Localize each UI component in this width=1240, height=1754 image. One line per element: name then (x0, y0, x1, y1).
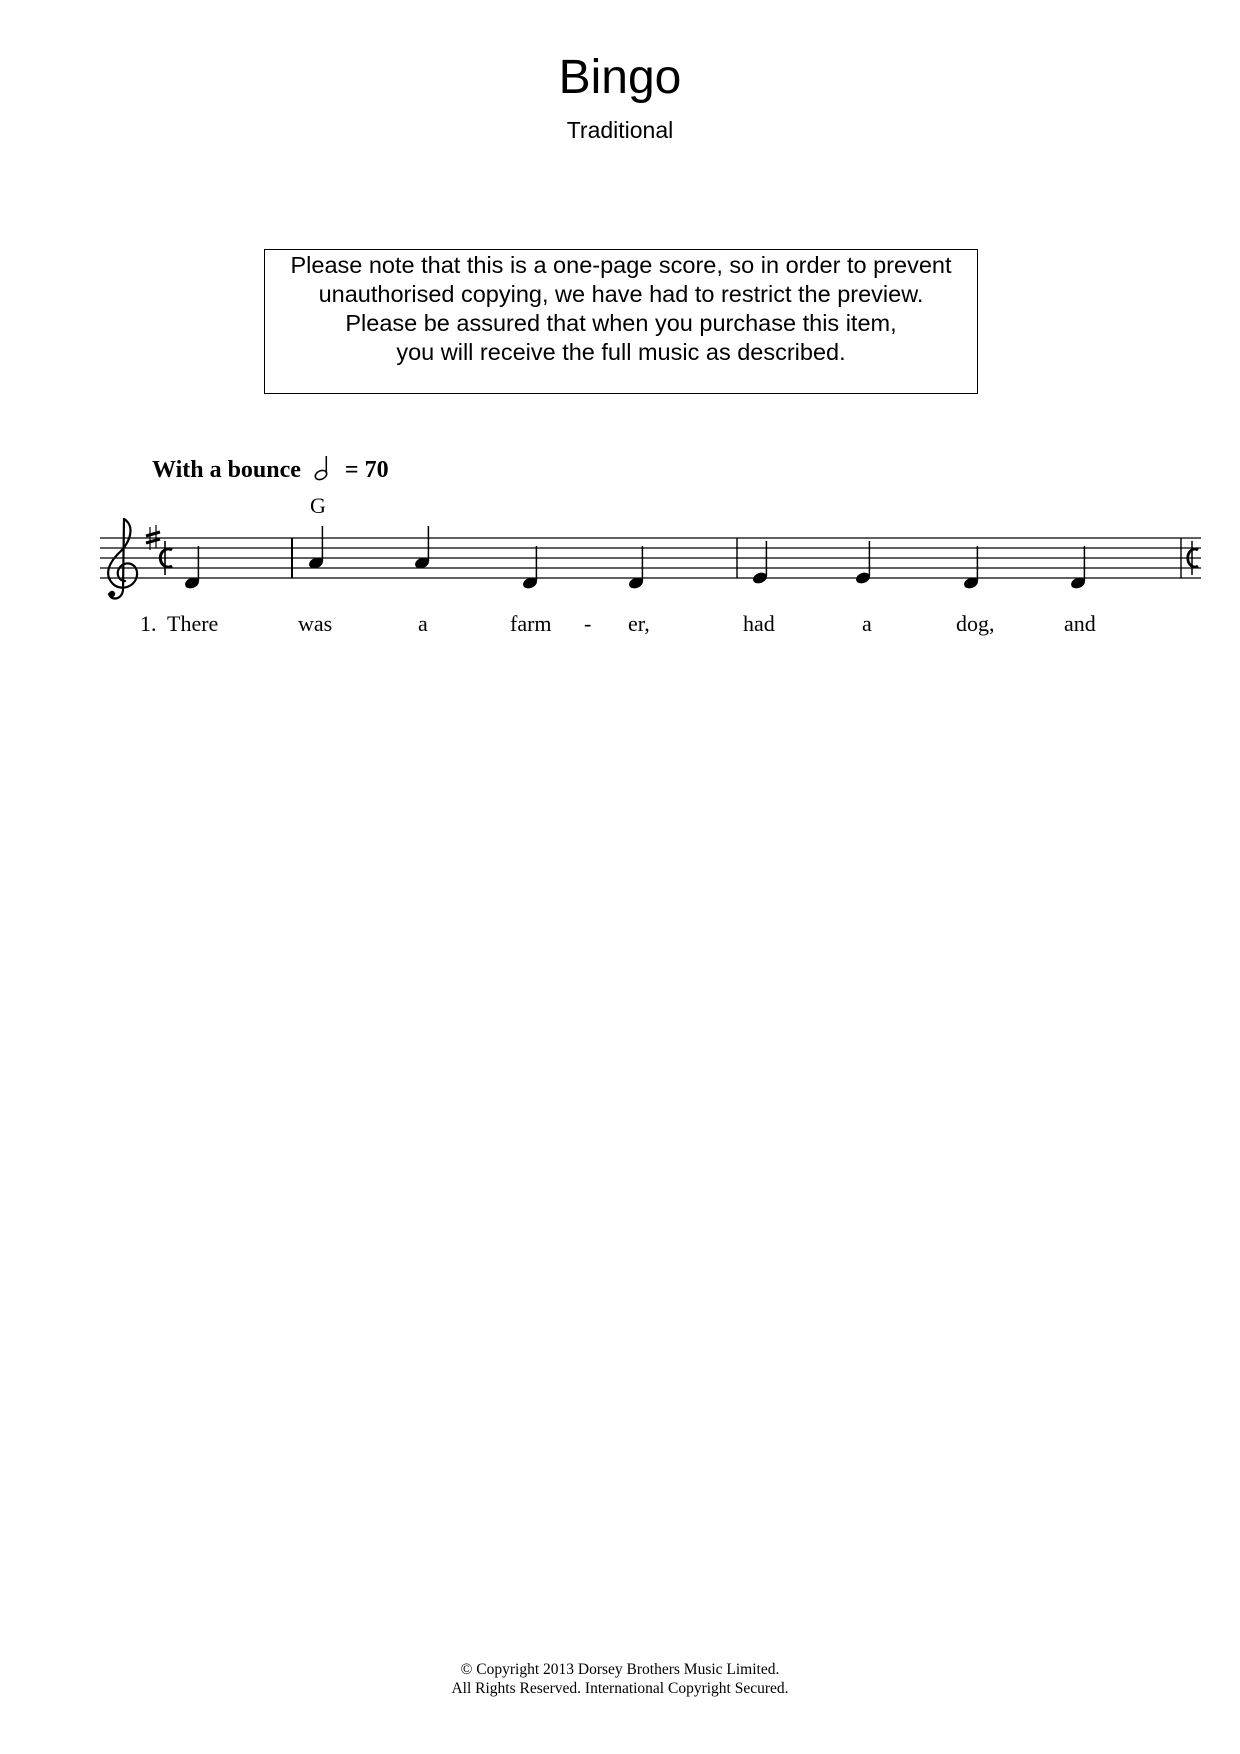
lyric-syllable: er, (628, 611, 650, 636)
score-title: Bingo (558, 51, 682, 104)
copyright-notice (0, 1660, 1240, 1698)
lyric-hyphen: - (584, 611, 592, 636)
lyric-syllable: dog, (956, 611, 995, 636)
lyric-syllable: and (1064, 611, 1096, 636)
lyric-syllable: had (743, 611, 775, 636)
treble-clef-icon (108, 519, 137, 599)
notice-line: Please be assured that when you purchase this item, (345, 310, 897, 336)
notice-line: you will receive the full music as described. (396, 339, 846, 365)
notice-line: Please note that this is a one-page score, so in order to prevent (290, 252, 952, 278)
staff-lines (100, 538, 1201, 578)
lyric-syllable: a (418, 611, 428, 636)
lyric-syllable: was (298, 611, 333, 636)
tempo-text: With a bounce (152, 457, 301, 483)
notice-line: unauthorised copying, we have had to restrict the preview. (318, 281, 924, 307)
tempo-value: = 70 (344, 457, 389, 483)
lyric-syllable: a (862, 611, 872, 636)
composer-credit: Traditional (566, 117, 674, 143)
lyric-syllable: farm (510, 611, 552, 636)
lyric-syllable: There (167, 611, 219, 636)
copyright-line: All Rights Reserved. International Copyright Secured. (451, 1680, 789, 1697)
copyright-line: © Copyright 2013 Dorsey Brothers Music Limited. (460, 1661, 780, 1678)
lyric-verse-number: 1. (140, 611, 157, 636)
chord-symbol: G (310, 493, 326, 518)
